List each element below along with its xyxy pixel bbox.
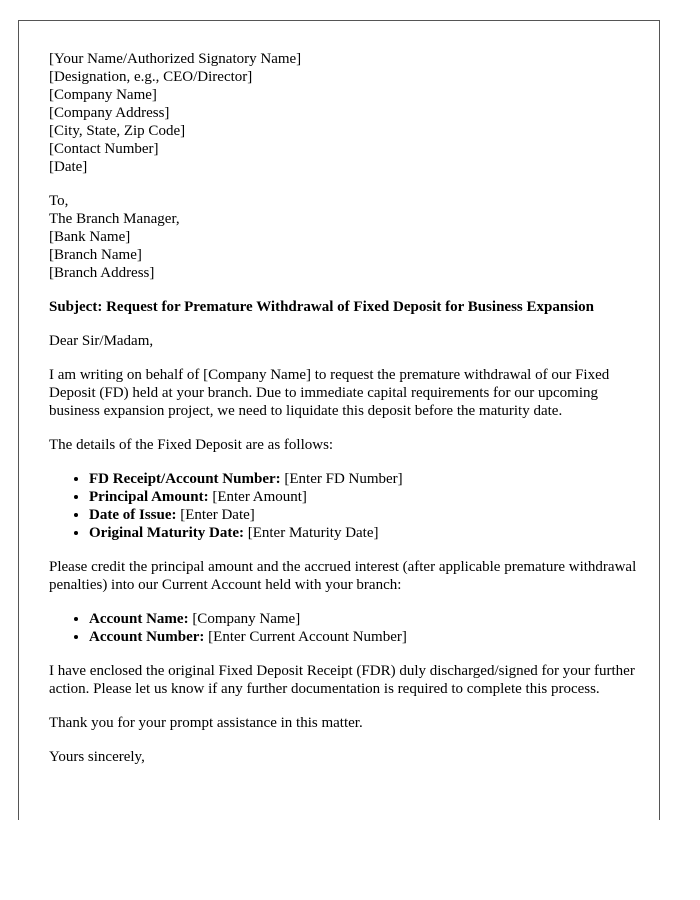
list-item xyxy=(89,610,639,628)
account-number-label: Account Number: xyxy=(89,629,205,645)
issue-date-label: Date of Issue: xyxy=(89,507,177,523)
recipient-bank: [Bank Name] xyxy=(49,229,131,245)
sender-address: [Company Address] xyxy=(49,105,170,121)
thanks-paragraph: Thank you for your prompt assistance in this matter. xyxy=(49,715,363,731)
fd-number-value: [Enter FD Number] xyxy=(280,471,403,487)
recipient-block xyxy=(49,192,639,282)
sender-contact: [Contact Number] xyxy=(49,141,159,157)
maturity-date-label: Original Maturity Date: xyxy=(89,525,244,541)
fd-number-label: FD Receipt/Account Number: xyxy=(89,471,281,487)
recipient-branch-address: [Branch Address] xyxy=(49,265,155,281)
account-number-value: [Enter Current Account Number] xyxy=(204,629,407,645)
list-item xyxy=(89,524,639,542)
sender-designation: [Designation, e.g., CEO/Director] xyxy=(49,69,253,85)
fd-details-list xyxy=(49,470,639,542)
list-item xyxy=(89,628,639,646)
account-name-value: [Company Name] xyxy=(188,611,301,627)
recipient-to: To, xyxy=(49,193,69,209)
maturity-date-value: [Enter Maturity Date] xyxy=(243,525,379,541)
credit-paragraph: Please credit the principal amount and the accrued interest (after applicable premature withdrawal penalties) into our Current Account held with your branch: xyxy=(49,559,637,593)
principal-label: Principal Amount: xyxy=(89,489,209,505)
closing: Yours sincerely, xyxy=(49,749,145,765)
letter-subject: Subject: Request for Premature Withdrawal of Fixed Deposit for Business Expansion xyxy=(49,299,595,315)
sender-company: [Company Name] xyxy=(49,87,157,103)
recipient-title: The Branch Manager, xyxy=(49,211,180,227)
issue-date-value: [Enter Date] xyxy=(176,507,255,523)
list-item xyxy=(89,470,639,488)
intro-paragraph: I am writing on behalf of [Company Name] to request the premature withdrawal of our Fixed Deposit (FD) held at your branch. Due to immediate capital requirements for our upcoming business expansion project, we need to liquidate this deposit before the maturity date. xyxy=(49,367,610,419)
principal-value: [Enter Amount] xyxy=(208,489,307,505)
salutation: Dear Sir/Madam, xyxy=(49,333,154,349)
sender-date: [Date] xyxy=(49,159,88,175)
list-item xyxy=(89,488,639,506)
details-intro: The details of the Fixed Deposit are as follows: xyxy=(49,437,334,453)
letter-body xyxy=(49,50,639,782)
enclosure-paragraph: I have enclosed the original Fixed Deposit Receipt (FDR) duly discharged/signed for your further action. Please let us know if any further documentation is required to complete this process. xyxy=(49,663,635,697)
letter-page xyxy=(18,20,660,820)
account-name-label: Account Name: xyxy=(89,611,189,627)
sender-name: [Your Name/Authorized Signatory Name] xyxy=(49,51,302,67)
recipient-branch: [Branch Name] xyxy=(49,247,142,263)
sender-city-state-zip: [City, State, Zip Code] xyxy=(49,123,186,139)
sender-block xyxy=(49,50,639,176)
account-details-list xyxy=(49,610,639,646)
list-item xyxy=(89,506,639,524)
